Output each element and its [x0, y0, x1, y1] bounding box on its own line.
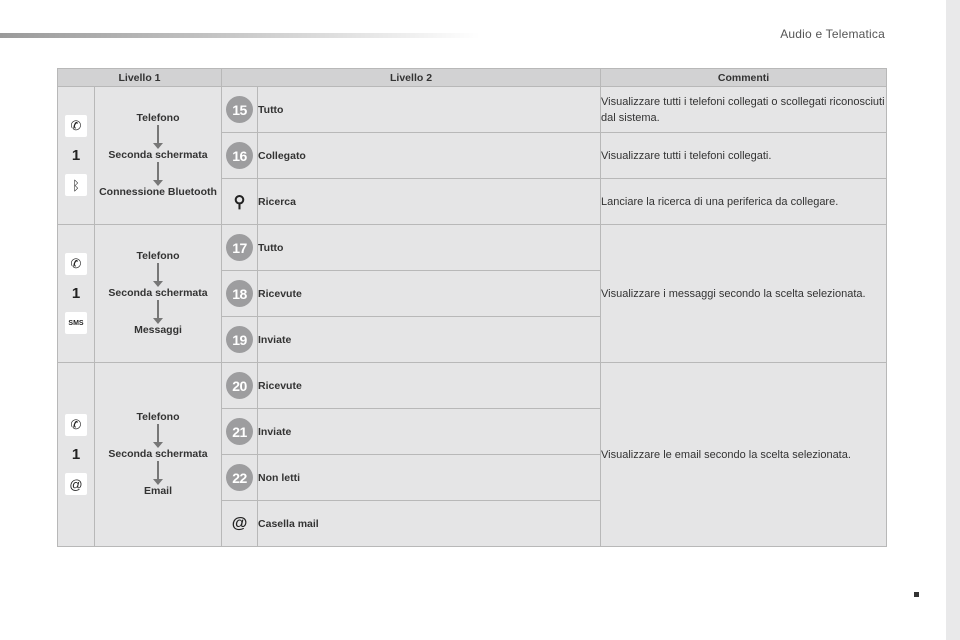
option-label: Non letti: [258, 455, 601, 501]
page-marker: [914, 592, 919, 597]
step-number: 1: [71, 285, 81, 302]
level1-path-cell: [95, 363, 222, 547]
level1-path-cell: [95, 225, 222, 363]
comment-cell: Visualizzare tutti i telefoni collegati.: [601, 133, 887, 179]
email-icon: @: [231, 514, 248, 532]
column-header-comments: Commenti: [601, 69, 887, 87]
menu-path-step: Telefono: [136, 112, 180, 124]
number-badge: 18: [226, 280, 253, 307]
phone-icon: ✆: [65, 115, 87, 137]
menu-path-step: Telefono: [136, 411, 180, 423]
badge-cell: [222, 317, 258, 363]
badge-cell: [222, 501, 258, 547]
badge-cell: [222, 225, 258, 271]
step-number: 1: [71, 147, 81, 164]
menu-path-step: Seconda schermata: [108, 287, 208, 299]
badge-cell: [222, 179, 258, 225]
number-badge: 20: [226, 372, 253, 399]
arrow-down-icon: [153, 461, 163, 485]
column-header-level1: Livello 1: [58, 69, 222, 87]
step-number: 1: [71, 446, 81, 463]
menu-path-step: Seconda schermata: [108, 149, 208, 161]
option-label: Casella mail: [258, 501, 601, 547]
page-edge-strip: [946, 0, 960, 640]
menu-table: [57, 68, 887, 547]
comment-cell: Visualizzare le email secondo la scelta selezionata.: [601, 363, 887, 547]
comment-cell: Lanciare la ricerca di una periferica da collegare.: [601, 179, 887, 225]
level1-icons-cell: [58, 225, 95, 363]
number-badge: 15: [226, 96, 253, 123]
option-label: Ricevute: [258, 271, 601, 317]
badge-cell: [222, 455, 258, 501]
option-label: Tutto: [258, 87, 601, 133]
comment-cell: Visualizzare i messaggi secondo la scelta selezionata.: [601, 225, 887, 363]
number-badge: 21: [226, 418, 253, 445]
section-title: Audio e Telematica: [780, 27, 885, 41]
badge-cell: [222, 87, 258, 133]
level1-icons-cell: [58, 363, 95, 547]
table-row: [58, 87, 887, 133]
table-row: [58, 225, 887, 271]
comment-cell: Visualizzare tutti i telefoni collegati o scollegati riconosciuti dal sistema.: [601, 87, 887, 133]
number-badge: 17: [226, 234, 253, 261]
option-label: Collegato: [258, 133, 601, 179]
email-icon: @: [65, 473, 87, 495]
number-badge: 16: [226, 142, 253, 169]
arrow-down-icon: [153, 300, 163, 324]
table-header-row: [58, 69, 887, 87]
number-badge: 22: [226, 464, 253, 491]
arrow-down-icon: [153, 125, 163, 149]
badge-cell: [222, 133, 258, 179]
option-label: Inviate: [258, 317, 601, 363]
badge-cell: [222, 363, 258, 409]
arrow-down-icon: [153, 424, 163, 448]
table-body: [58, 87, 887, 547]
level1-path-cell: [95, 87, 222, 225]
option-label: Ricerca: [258, 179, 601, 225]
header-gradient-bar: [0, 33, 480, 38]
sms-icon: SMS: [65, 312, 87, 334]
menu-path-step: Seconda schermata: [108, 448, 208, 460]
menu-path-step: Messaggi: [134, 324, 182, 336]
phone-icon: ✆: [65, 253, 87, 275]
menu-path-step: Telefono: [136, 250, 180, 262]
badge-cell: [222, 409, 258, 455]
option-label: Inviate: [258, 409, 601, 455]
arrow-down-icon: [153, 263, 163, 287]
menu-path-step: Email: [144, 485, 173, 497]
arrow-down-icon: [153, 162, 163, 186]
option-label: Tutto: [258, 225, 601, 271]
search-icon: ⚲: [233, 193, 246, 211]
phone-icon: ✆: [65, 414, 87, 436]
column-header-level2: Livello 2: [222, 69, 601, 87]
menu-path-step: Connessione Bluetooth: [99, 186, 217, 198]
option-label: Ricevute: [258, 363, 601, 409]
number-badge: 19: [226, 326, 253, 353]
level1-icons-cell: [58, 87, 95, 225]
table-row: [58, 363, 887, 409]
badge-cell: [222, 271, 258, 317]
bluetooth-icon: ᛒ: [65, 174, 87, 196]
